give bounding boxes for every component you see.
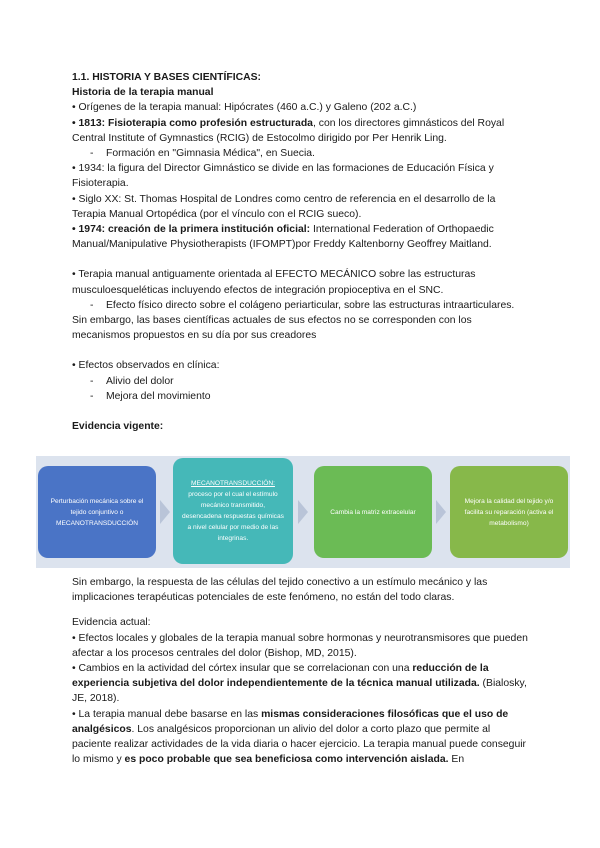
clinic-paragraph: • Efectos observados en clínica:	[72, 360, 220, 372]
flow-box2-body: proceso por el cual el estímulo mecánico transmitido, desencadena respuestas químicas a nivel celular por medio de las integrinas.	[182, 491, 284, 542]
e3-c: . Los analgésicos proporcionan un alivio del dolor a corto plazo que permite al paciente realizar actividades de la vida diaria o hacer ejercicio. La terapia manual puede conseguir lo mismo y	[72, 723, 526, 766]
sxx-paragraph: • Siglo XX: St. Thomas Hospital de Londres como centro de referencia en el desarrollo de la Terapia Manual Ortopédica (por el vínculo con el RCIG sueco).	[72, 193, 496, 220]
e3-a: • La terapia manual debe basarse en las	[72, 708, 262, 720]
e3-e: En	[448, 754, 465, 766]
arrow-right-icon	[160, 500, 170, 524]
y1813-rest: , con los directores gimnásticos del Royal Central Institute of Gymnastics (RCIG) de Estocolmo dirigido por Per Henrik Ling.	[72, 117, 505, 144]
mech-subitem: - Efecto físico directo sobre el colágeno periarticular, sobre las estructuras intraarticulares.	[72, 298, 532, 313]
flow-box-mechanotransduction	[173, 458, 293, 564]
flow-diagram	[36, 456, 570, 568]
y1974-paragraph	[72, 222, 532, 252]
e2-c: (Bialosky, JE, 2018).	[72, 678, 527, 705]
however2-paragraph: Sin embargo, la respuesta de las células del tejido conectivo a un estímulo mecánico y las implicaciones terapéuticas potenciales de este fenómeno, no están del todo claras.	[72, 577, 488, 604]
flow-box-matrix: Cambia la matriz extracelular	[314, 466, 432, 558]
e2-a: • Cambios en la actividad del córtex insular que se correlacionan con una	[72, 663, 413, 675]
y1974-bold: • 1974: creación de la primera institución oficial:	[72, 224, 311, 236]
actual-evidence-label: Evidencia actual:	[72, 617, 151, 629]
document-body	[72, 70, 532, 434]
e3-d: es poco probable que sea beneficiosa como intervención aislada.	[124, 754, 449, 766]
y1934-paragraph: • 1934: la figura del Director Gimnástico se divide en las formaciones de Educación Física y Fisioterapia.	[72, 163, 494, 190]
evidence-item-2	[72, 661, 532, 707]
mech-paragraph: • Terapia manual antiguamente orientada al EFECTO MECÁNICO sobre las estructuras musculoesqueléticas incluyendo efectos de integración propioceptiva en el SNC.	[72, 269, 476, 296]
document-body-continued	[72, 575, 532, 767]
evidence-title: Evidencia vigente:	[72, 421, 164, 433]
evidence-item-1: • Efectos locales y globales de la terapia manual sobre hormonas y neurotransmisores que pueden afectar a los procesos centrales del dolor (Bishop, MD, 2015).	[72, 632, 528, 659]
clinic-item: - Mejora del movimiento	[72, 389, 532, 404]
clinic-item: - Alivio del dolor	[72, 374, 532, 389]
flow-box2-title: MECANOTRANSDUCCIÓN:	[191, 480, 275, 487]
e2-b: reducción de la experiencia subjetiva del dolor independientemente de la técnica manual utilizada.	[72, 663, 489, 690]
y1813-paragraph	[72, 116, 532, 146]
e3-b: mismas consideraciones filosóficas que el uso de analgésicos	[72, 708, 509, 735]
arrow-right-icon	[436, 500, 446, 524]
y1813-subitem: - Formación en "Gimnasia Médica", en Suecia.	[72, 146, 532, 161]
section-title: 1.1. HISTORIA Y BASES CIENTÍFICAS:	[72, 72, 261, 83]
section-subtitle: Historia de la terapia manual	[72, 87, 214, 99]
flow-box-perturbation: Perturbación mecánica sobre el tejido conjuntivo o MECANOTRANSDUCCIÓN	[38, 466, 156, 558]
y1974-rest: International Federation of Orthopaedic Manual/Manipulative Physiotherapists (IFOMPT)por Freddy Kaltenborny Geoffrey Maitland.	[72, 224, 494, 251]
evidence-item-3	[72, 707, 532, 768]
origins-paragraph: • Orígenes de la terapia manual: Hipócrates (460 a.C.) y Galeno (202 a.C.)	[72, 102, 417, 114]
arrow-right-icon	[298, 500, 308, 524]
y1813-bold: • 1813: Fisioterapia como profesión estructurada	[72, 117, 313, 129]
however-paragraph: Sin embargo, las bases científicas actuales de sus efectos no se corresponden con los mecanismos propuestos en su día por sus creadores	[72, 315, 472, 342]
flow-box-tissue-quality: Mejora la calidad del tejido y/o facilita su reparación (activa el metabolismo)	[450, 466, 568, 558]
